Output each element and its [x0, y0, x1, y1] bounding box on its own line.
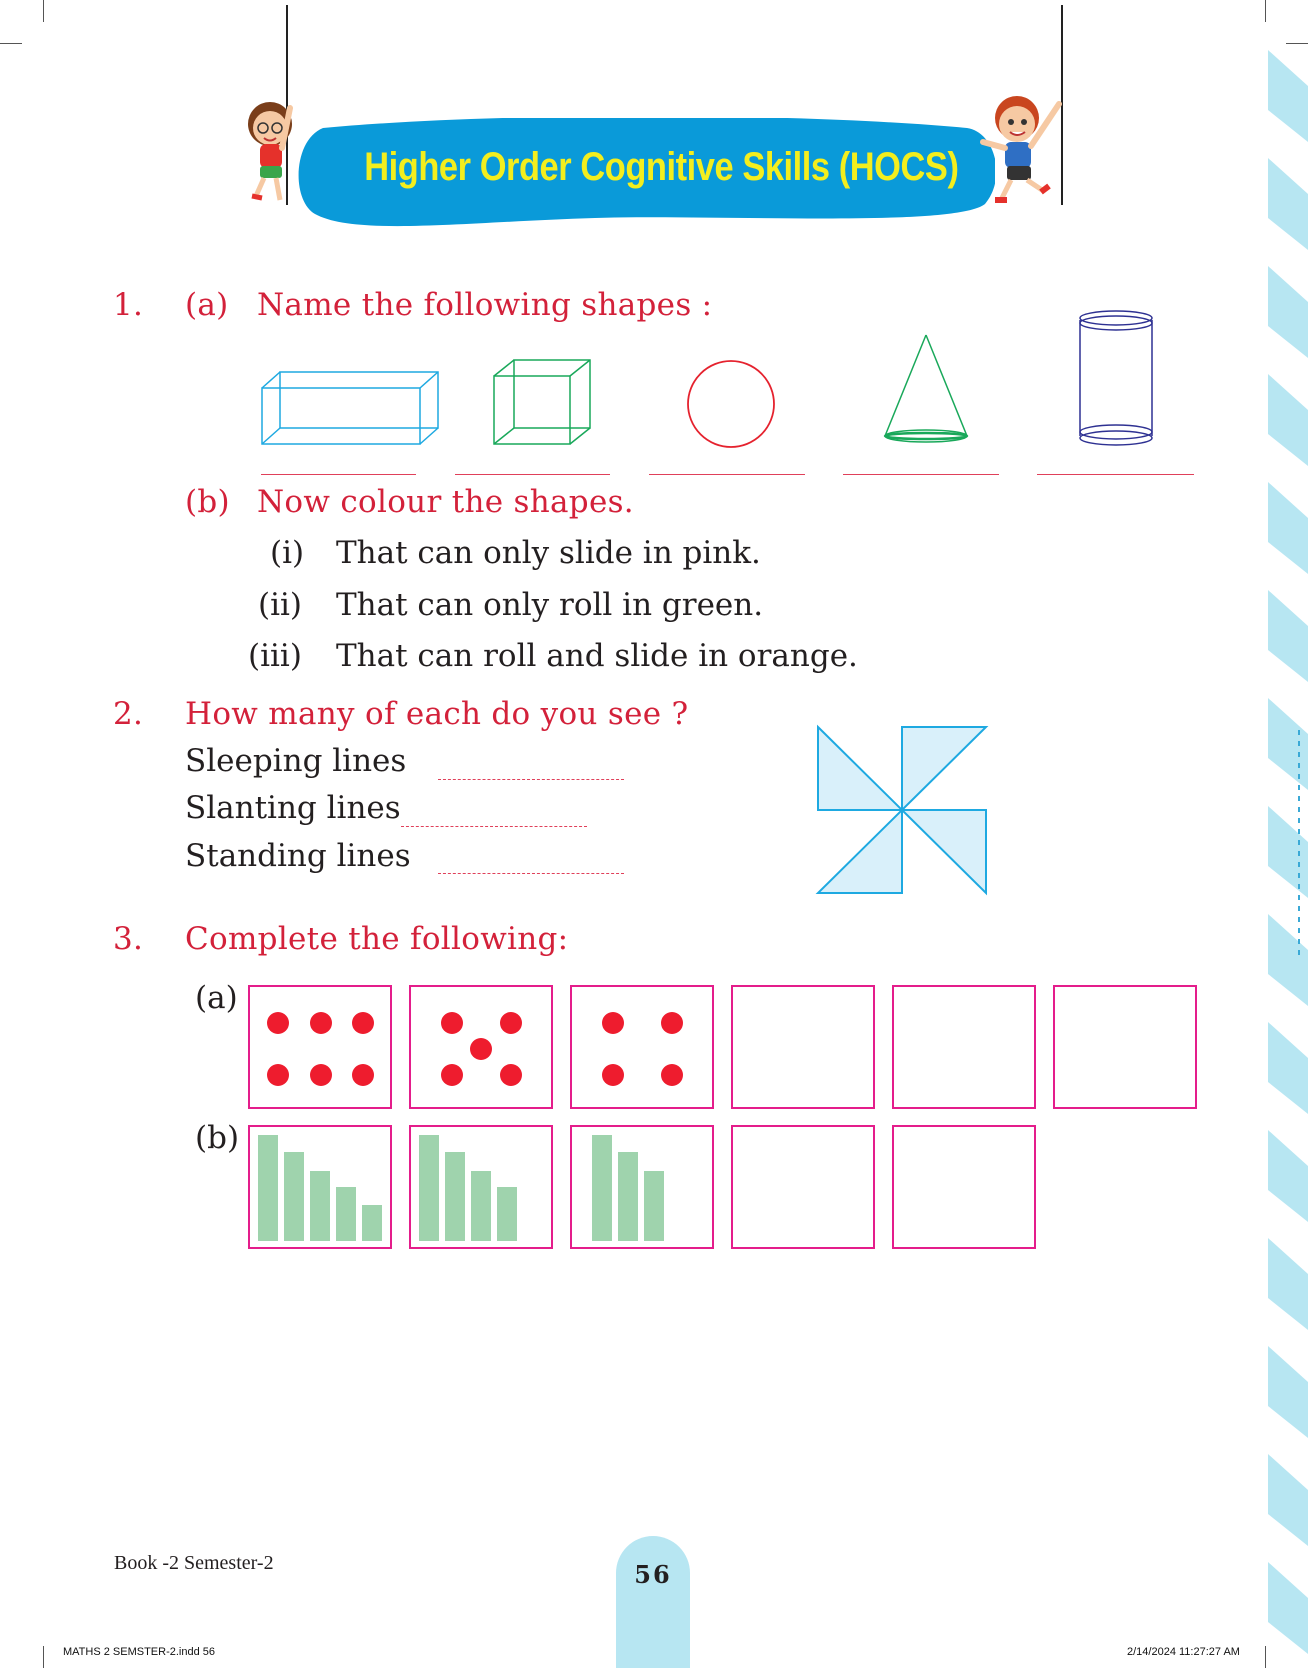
- page-number-tab: [616, 1536, 690, 1668]
- bar: [336, 1187, 356, 1241]
- crop-mark: [43, 0, 44, 22]
- answer-blank[interactable]: [1037, 474, 1194, 475]
- bar: [592, 1135, 612, 1241]
- dot: [602, 1064, 624, 1086]
- stripe-border: [1262, 0, 1308, 1668]
- bar: [618, 1152, 638, 1241]
- q1b-item-text: That can only roll in green.: [336, 587, 764, 623]
- bar: [284, 1152, 304, 1241]
- dot: [470, 1038, 492, 1060]
- answer-blank[interactable]: [455, 474, 610, 475]
- line-type-label: Standing lines: [185, 838, 411, 874]
- answer-blank[interactable]: [843, 474, 999, 475]
- q1a-text: Name the following shapes :: [257, 287, 713, 323]
- q3a-label: (a): [195, 980, 238, 1016]
- dot: [441, 1064, 463, 1086]
- bar: [471, 1171, 491, 1241]
- pattern-box-empty[interactable]: [1053, 985, 1197, 1109]
- dot: [267, 1064, 289, 1086]
- dot: [602, 1012, 624, 1034]
- line-type-label: Sleeping lines: [185, 743, 407, 779]
- pattern-box-bars-4: [409, 1125, 553, 1249]
- timestamp: 2/14/2024 11:27:27 AM: [1127, 1646, 1240, 1658]
- q3-text: Complete the following:: [185, 921, 569, 957]
- cone-shape: [880, 332, 972, 448]
- dot: [661, 1064, 683, 1086]
- file-slug: MATHS 2 SEMSTER-2.indd 56: [63, 1646, 216, 1658]
- page-number: 56: [634, 1560, 672, 1589]
- bar: [644, 1171, 664, 1241]
- line-type-label: Slanting lines: [185, 790, 401, 826]
- bar: [497, 1187, 517, 1241]
- circle-shape: [683, 358, 779, 450]
- q1b-item-label: (i): [270, 535, 305, 571]
- bar: [310, 1171, 330, 1241]
- dot: [500, 1064, 522, 1086]
- q1a-label: (a): [185, 287, 229, 323]
- answer-blank[interactable]: [401, 826, 587, 827]
- q1b-item-label: (iii): [248, 638, 302, 674]
- pattern-box-bars-5: [248, 1125, 392, 1249]
- book-label: Book -2 Semester-2: [114, 1552, 274, 1574]
- dot: [352, 1064, 374, 1086]
- dot: [441, 1012, 463, 1034]
- q3b-label: (b): [195, 1120, 240, 1156]
- pattern-box-dots-5: [409, 985, 553, 1109]
- dot: [500, 1012, 522, 1034]
- q1b-text: Now colour the shapes.: [257, 484, 634, 520]
- bar: [419, 1135, 439, 1241]
- answer-blank[interactable]: [438, 779, 624, 780]
- cube-shape: [490, 356, 596, 448]
- q1b-label: (b): [185, 484, 230, 520]
- dot: [661, 1012, 683, 1034]
- bar: [258, 1135, 278, 1241]
- dot: [352, 1012, 374, 1034]
- q2-number: 2.: [113, 696, 144, 732]
- cuboid-shape: [258, 368, 444, 448]
- q2-text: How many of each do you see ?: [185, 696, 689, 732]
- q3-number: 3.: [113, 921, 144, 957]
- girl-illustration: [232, 88, 322, 208]
- pattern-box-empty[interactable]: [731, 1125, 875, 1249]
- q1b-item-label: (ii): [258, 587, 303, 623]
- bar: [445, 1152, 465, 1241]
- q1-number: 1.: [113, 287, 144, 323]
- pattern-box-bars-3: [570, 1125, 714, 1249]
- answer-blank[interactable]: [261, 474, 416, 475]
- pinwheel-figure: [814, 723, 990, 897]
- banner-title: Higher Order Cognitive Skills (HOCS): [364, 145, 959, 189]
- dot: [310, 1012, 332, 1034]
- cylinder-shape: [1076, 308, 1156, 450]
- answer-blank[interactable]: [438, 873, 624, 874]
- crop-mark: [0, 43, 22, 44]
- boy-illustration: [975, 82, 1070, 207]
- pattern-box-empty[interactable]: [892, 1125, 1036, 1249]
- pattern-box-dots-4: [570, 985, 714, 1109]
- pattern-box-dots-6: [248, 985, 392, 1109]
- pattern-box-empty[interactable]: [892, 985, 1036, 1109]
- q1b-item-text: That can roll and slide in orange.: [336, 638, 858, 674]
- answer-blank[interactable]: [649, 474, 805, 475]
- dot: [267, 1012, 289, 1034]
- pattern-box-empty[interactable]: [731, 985, 875, 1109]
- bar: [362, 1205, 382, 1241]
- q1b-item-text: That can only slide in pink.: [336, 535, 761, 571]
- dot: [310, 1064, 332, 1086]
- crop-mark: [43, 1646, 44, 1668]
